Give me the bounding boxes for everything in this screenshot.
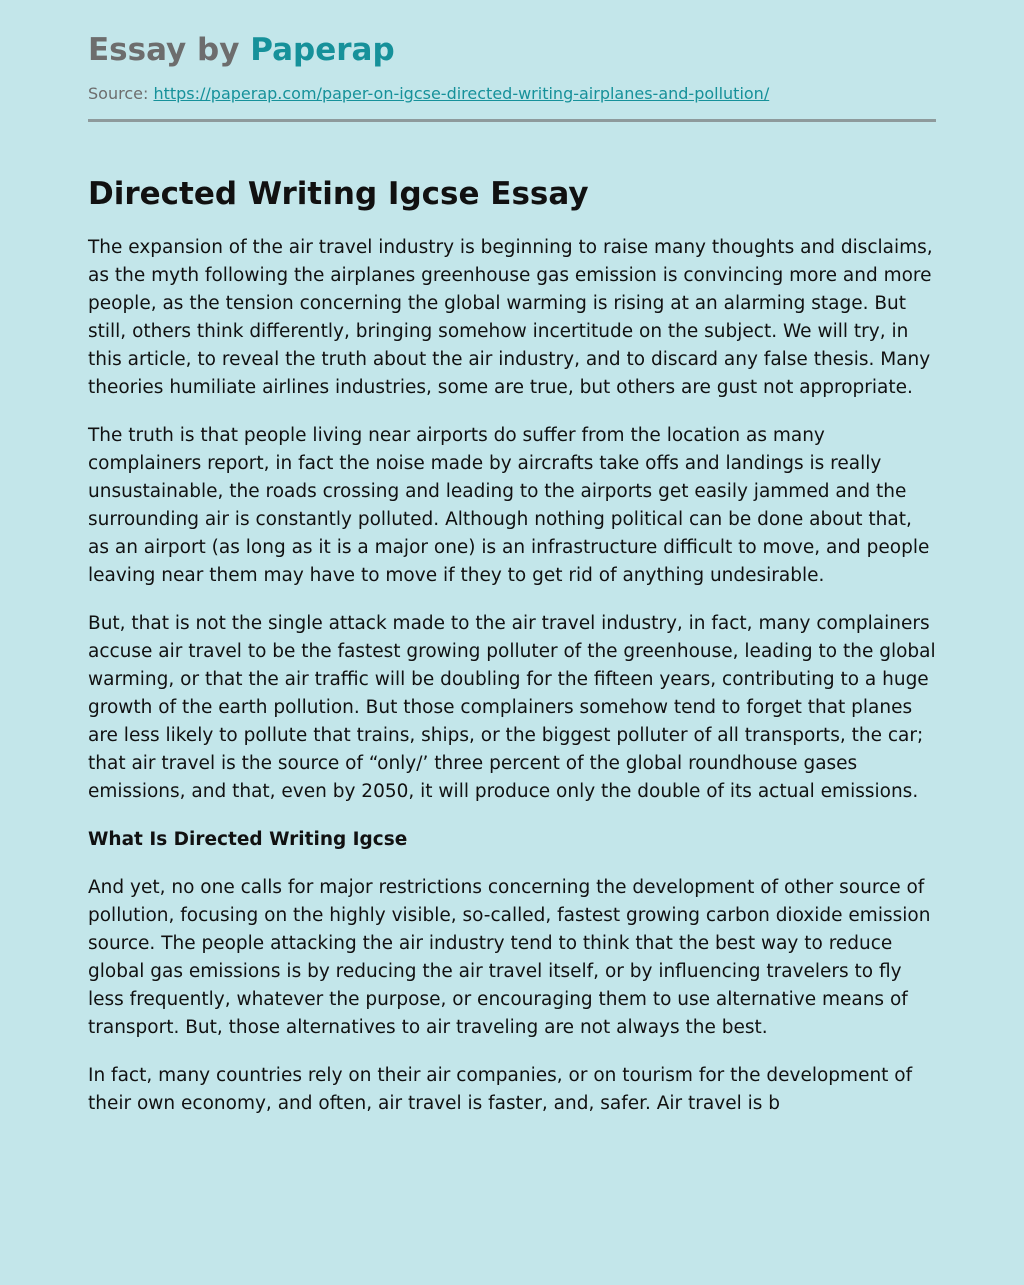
- paragraph: The truth is that people living near airports do suffer from the location as many complainers report, in fact the noise made by aircrafts take offs and landings is really unsustainable, the roads crossing and leading to the airports get easily jammed and the surrounding air is constantly polluted. Although nothing political can be done about that, as an airport (as long as it is a major one) is an infrastructure difficult to move, and people leaving near them may have to move if they to get rid of anything undesirable.: [88, 425, 930, 586]
- header-divider: [88, 119, 936, 122]
- paragraph: But, that is not the single attack made to the air travel industry, in fact, many complainers accuse air travel to be the fastest growing polluter of the greenhouse, leading to the global warming, or that the air traffic will be doubling for the fifteen years, contributing to a huge growth of the earth pollution. But those complainers somehow tend to forget that planes are less likely to pollute that trains, ships, or the biggest polluter of all transports, the car; that air travel is the source of “only/’ three percent of the global roundhouse gases emissions, and that, even by 2050, it will produce only the double of its actual emissions.: [88, 613, 936, 802]
- section-subheading: What Is Directed Writing Igcse: [88, 829, 408, 850]
- essay-body: [88, 234, 936, 1118]
- paragraph: The expansion of the air travel industry is beginning to raise many thoughts and disclaims, as the myth following the airplanes greenhouse gas emission is convincing more and more people, as the tension concerning the global warming is rising at an alarming stage. But still, others think differently, bringing somehow incertitude on the subject. We will try, in this article, to reveal the truth about the air industry, and to discard any false thesis. Many theories humiliate airlines industries, some are true, but others are gust not appropriate.: [88, 237, 933, 398]
- brand-name[interactable]: Paperap: [250, 32, 395, 68]
- source-label: Source:: [88, 84, 154, 103]
- essay-title: Directed Writing Igcse Essay: [88, 176, 589, 212]
- paragraph: And yet, no one calls for major restrictions concerning the development of other source of pollution, focusing on the highly visible, so-called, fastest growing carbon dioxide emission source. The people attacking the air industry tend to think that the best way to reduce global gas emissions is by reducing the air travel itself, or by influencing travelers to fly less frequently, whatever the purpose, or encouraging them to use alternative means of transport. But, those alternatives to air traveling are not always the best.: [88, 877, 931, 1038]
- brand-prefix: Essay by: [88, 32, 251, 68]
- site-brand: [88, 30, 936, 70]
- page-header: [88, 30, 936, 122]
- source-line: [88, 83, 936, 105]
- source-link[interactable]: https://paperap.com/paper-on-igcse-directed-writing-airplanes-and-pollution/: [153, 84, 770, 103]
- paragraph: In fact, many countries rely on their air companies, or on tourism for the development of their own economy, and often, air travel is faster, and, safer. Air travel is b: [88, 1065, 913, 1114]
